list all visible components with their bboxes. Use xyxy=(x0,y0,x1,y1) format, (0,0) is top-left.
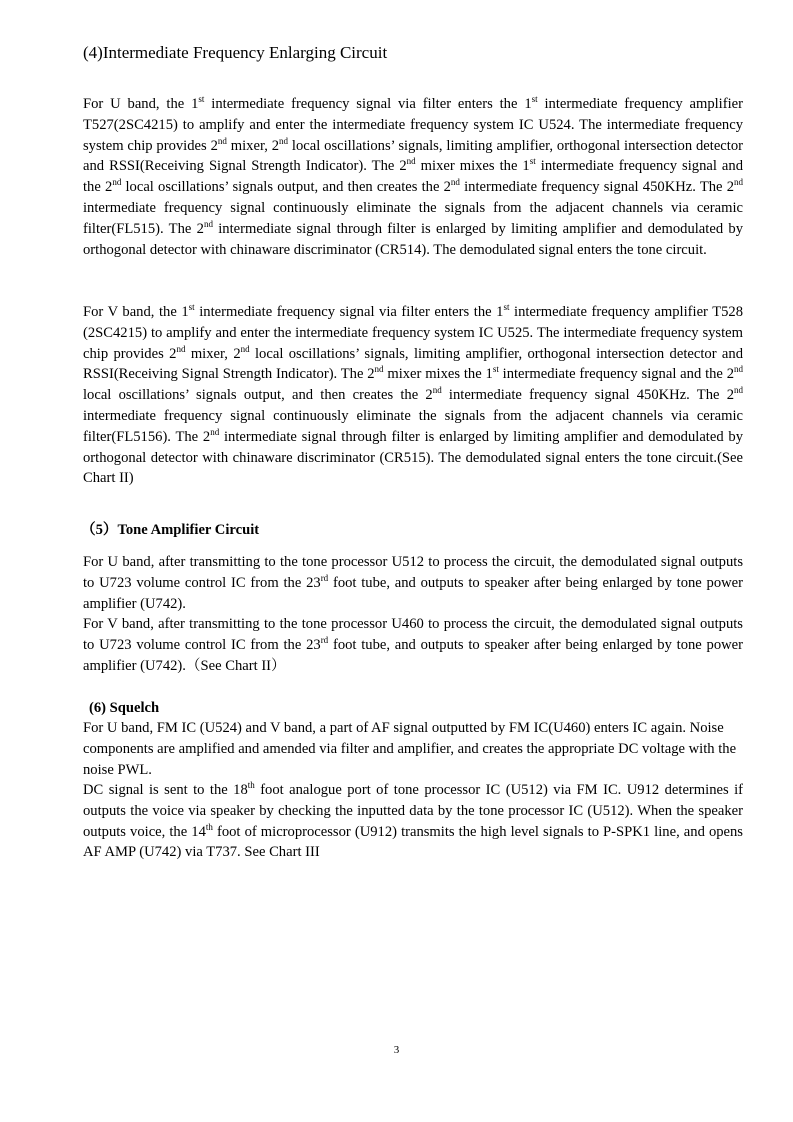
page-number: 3 xyxy=(393,1044,400,1056)
section-6-heading: (6) Squelch xyxy=(89,700,160,716)
section-5-paragraph-v-band: For V band, after transmitting to the tone processor U460 to process the circuit, the demodulated signal outputs to U723 volume control IC from the 23rd foot tube, and outputs to speaker after being enlarged by tone power amplifier (U742).（See Chart II） xyxy=(83,616,744,674)
section-4-heading: (4)Intermediate Frequency Enlarging Circuit xyxy=(83,43,388,62)
section-5-heading: （5）Tone Amplifier Circuit xyxy=(81,522,260,538)
section-6-paragraph-noise: For U band, FM IC (U524) and V band, a part of AF signal outputted by FM IC(U460) enters IC again. Noise components are amplified and amended via filter and amplifier, and creates the appropriate DC voltage with the noise PWL. xyxy=(83,720,737,778)
section-4-paragraph-u-band: For U band, the 1st intermediate frequency signal via filter enters the 1st intermediate frequency amplifier T527(2SC4215) to amplify and enter the intermediate frequency system IC U524. The intermediate frequency system chip provides 2nd mixer, 2nd local oscillations’ signals, limiting amplifier, orthogonal intersection detector and RSSI(Receiving Signal Strength Indicator). The 2nd mixer mixes the 1st intermediate frequency signal and the 2nd local oscillations’ signals output, and then creates the 2nd intermediate frequency signal 450KHz. The 2nd intermediate frequency signal continuously eliminate the signals from the adjacent channels via ceramic filter(FL515). The 2nd intermediate signal through filter is enlarged by limiting amplifier and demodulated by orthogonal detector with chinaware discriminator (CR514). The demodulated signal enters the tone circuit. xyxy=(83,94,743,258)
section-6-paragraph-dc-signal: DC signal is sent to the 18th foot analogue port of tone processor IC (U512) via FM IC. U912 determines if outputs the voice via speaker by checking the inputted data by the tone processor IC (U512). When the speaker outputs voice, the 14th foot of microprocessor (U912) transmits the high level signals to P-SPK1 line, and opens AF AMP (U742) via T737. See Chart III xyxy=(83,780,743,861)
section-4-paragraph-v-band: For V band, the 1st intermediate frequency signal via filter enters the 1st intermediate frequency amplifier T528 (2SC4215) to amplify and enter the intermediate frequency system IC U525. The intermediate frequency system chip provides 2nd mixer, 2nd local oscillations’ signals, limiting amplifier, orthogonal intersection detector and RSSI(Receiving Signal Strength Indicator). The 2nd mixer mixes the 1st intermediate frequency signal and the 2nd local oscillations’ signals output, and then creates the 2nd intermediate frequency signal 450KHz. The 2nd intermediate frequency signal continuously eliminate the signals from the adjacent channels via ceramic filter(FL5156). The 2nd intermediate signal through filter is enlarged by limiting amplifier and demodulated by orthogonal detector with chinaware discriminator (CR515). The demodulated signal enters the tone circuit.(See Chart II) xyxy=(83,302,744,487)
section-5-paragraph-u-band: For U band, after transmitting to the tone processor U512 to process the circuit, the demodulated signal outputs to U723 volume control IC from the 23rd foot tube, and outputs to speaker after being enlarged by tone power amplifier (U742). xyxy=(83,554,744,612)
